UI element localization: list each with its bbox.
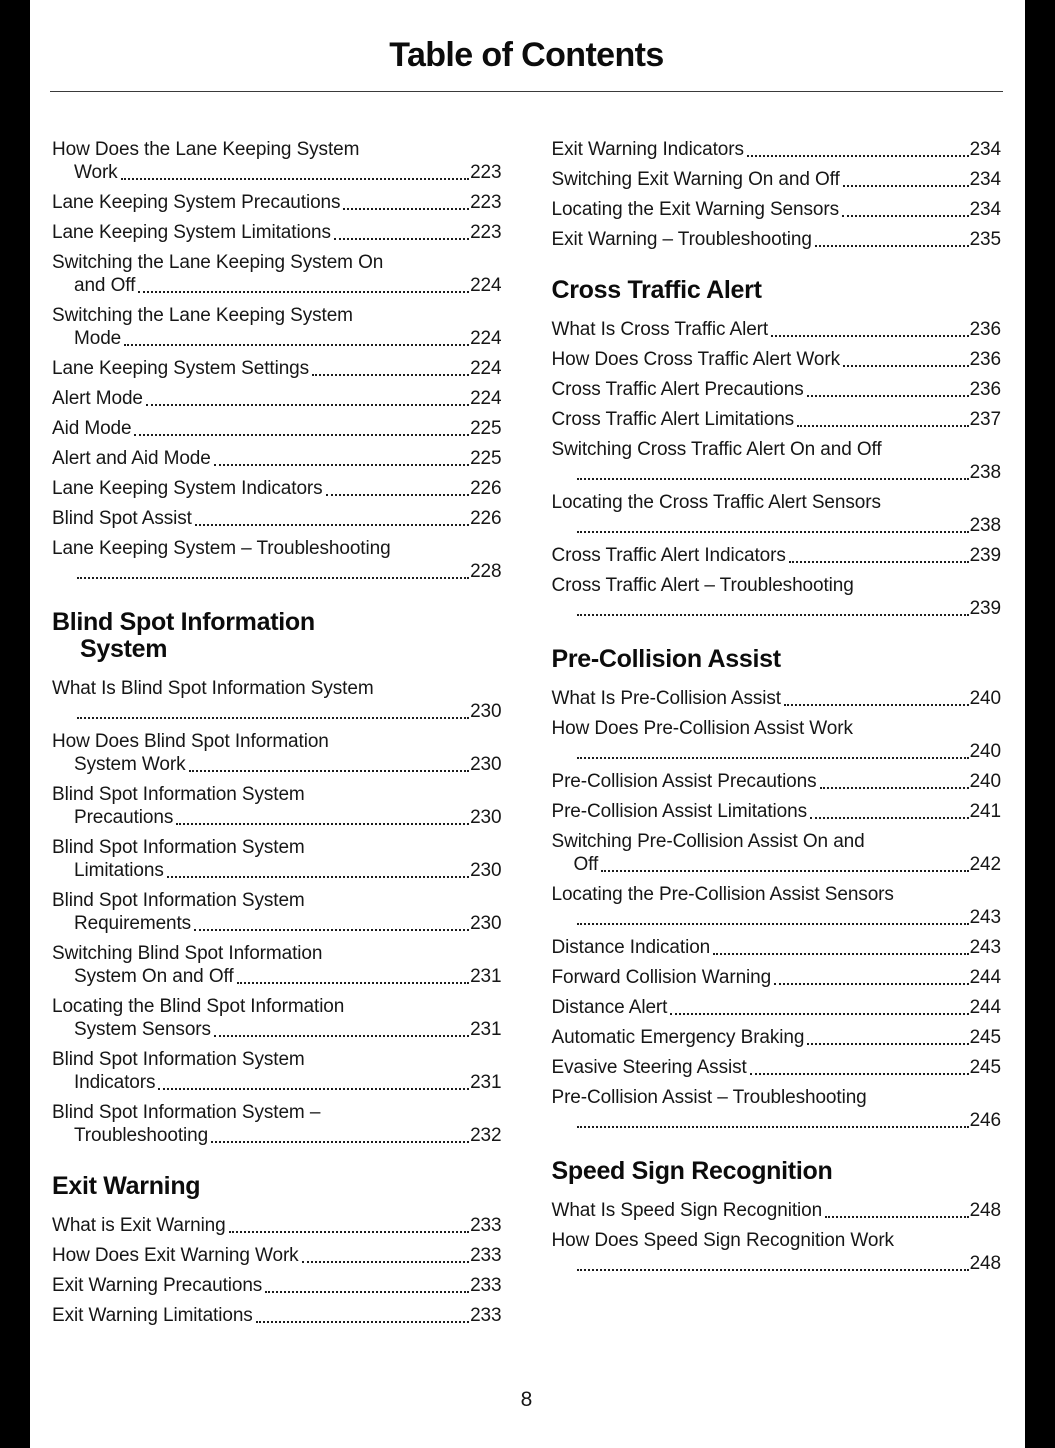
dot-leader: [256, 1321, 469, 1323]
toc-page-number: 230: [470, 807, 502, 828]
toc-entry: [52, 942, 502, 988]
toc-page-number: 224: [470, 388, 502, 409]
dot-leader: [577, 614, 969, 616]
toc-page-number: 232: [470, 1125, 502, 1146]
dot-leader: [214, 464, 469, 466]
toc-page-number: 241: [969, 801, 1001, 822]
toc-entry: [552, 318, 1002, 341]
toc-entry-label: Distance Indication: [551, 937, 711, 958]
toc-page-number: 240: [969, 741, 1001, 762]
toc-entry: [52, 507, 502, 530]
toc-entry-line: [52, 912, 502, 935]
dot-leader: [176, 823, 469, 825]
toc-entry-line: Locating the Pre-Collision Assist Sensors: [551, 884, 894, 905]
toc-page-number: 226: [470, 508, 502, 529]
toc-entry-line: Locating the Blind Spot Information: [52, 996, 345, 1017]
toc-entry-line: [52, 806, 502, 829]
toc-entry: [552, 770, 1002, 793]
toc-entry-line: Lane Keeping System – Troubleshooting: [52, 538, 391, 559]
page-border-right: [1025, 0, 1055, 1448]
dot-leader: [312, 374, 469, 376]
toc-entry-line: Blind Spot Information System: [52, 1049, 305, 1070]
toc-entry-line: Blind Spot Information System: [52, 784, 305, 805]
toc-entry: [552, 574, 1002, 620]
dot-leader: [577, 1126, 969, 1128]
dot-leader: [577, 1269, 969, 1271]
toc-entry-label: System Sensors: [74, 1019, 211, 1040]
toc-entry-line: [52, 1018, 502, 1041]
toc-entry-line: [552, 1109, 1002, 1132]
toc-entry: [52, 191, 502, 214]
toc-entry: [52, 677, 502, 723]
toc-entry-line: [552, 514, 1002, 537]
toc-column: [552, 138, 1002, 1282]
toc-entry-label: Cross Traffic Alert Limitations: [551, 409, 795, 430]
toc-entry: [552, 198, 1002, 221]
dot-leader: [211, 1141, 469, 1143]
toc-entry-label: Off: [573, 854, 599, 875]
dot-leader: [134, 434, 469, 436]
dot-leader: [784, 704, 969, 706]
toc-entry: [552, 1026, 1002, 1049]
toc-entry-line: [52, 753, 502, 776]
toc-entry-label: Work: [74, 162, 118, 183]
toc-entry-label: Lane Keeping System Precautions: [52, 192, 341, 213]
dot-leader: [789, 561, 969, 563]
toc-entry-line: How Does Speed Sign Recognition Work: [551, 1230, 894, 1251]
toc-entry-line: Blind Spot Information System: [52, 837, 305, 858]
toc-page-number: 223: [470, 222, 502, 243]
toc-entry: [552, 378, 1002, 401]
toc-entry-label: Lane Keeping System Limitations: [52, 222, 331, 243]
toc-entry: [552, 438, 1002, 484]
toc-entry: [52, 357, 502, 380]
toc-page-number: 231: [470, 1019, 502, 1040]
dot-leader: [77, 577, 469, 579]
toc-page-number: 248: [969, 1200, 1001, 1221]
toc-entry-line: [52, 700, 502, 723]
toc-entry-label: System On and Off: [74, 966, 234, 987]
toc-entry: [52, 1304, 502, 1327]
toc-page-number: 230: [470, 913, 502, 934]
toc-entry-line: [52, 1071, 502, 1094]
toc-entry-label: Exit Warning Indicators: [551, 139, 744, 160]
toc-entry-label: Exit Warning Limitations: [52, 1305, 253, 1326]
dot-leader: [158, 1088, 469, 1090]
toc-entry: [552, 830, 1002, 876]
dot-leader: [601, 870, 968, 872]
dot-leader: [843, 185, 969, 187]
toc-entry-line: Cross Traffic Alert – Troubleshooting: [551, 575, 854, 596]
section-heading: [552, 646, 1002, 673]
toc-page-number: 230: [470, 754, 502, 775]
dot-leader: [820, 787, 969, 789]
toc-entry-line: [552, 687, 1002, 710]
toc-page-number: 233: [470, 1275, 502, 1296]
toc-page-number: 242: [969, 854, 1001, 875]
toc-page-number: 223: [470, 192, 502, 213]
toc-entry-line: Blind Spot Information System –: [52, 1102, 321, 1123]
toc-entry: [52, 387, 502, 410]
dot-leader: [124, 344, 469, 346]
toc-entry-label: How Does Exit Warning Work: [52, 1245, 299, 1266]
toc-page-number: 243: [969, 907, 1001, 928]
toc-entry: [552, 544, 1002, 567]
toc-entry: [552, 687, 1002, 710]
toc-entry-line: Locating the Cross Traffic Alert Sensors: [551, 492, 881, 513]
toc-entry-line: [52, 1214, 502, 1237]
toc-entry-label: Distance Alert: [551, 997, 668, 1018]
toc-page-number: 231: [470, 1072, 502, 1093]
dot-leader: [797, 425, 969, 427]
dot-leader: [343, 208, 469, 210]
toc-page-number: 234: [969, 199, 1001, 220]
toc-entry: [552, 800, 1002, 823]
toc-entry-label: What is Exit Warning: [52, 1215, 226, 1236]
toc-entry-label: System Work: [74, 754, 186, 775]
toc-page-number: 240: [969, 771, 1001, 792]
dot-leader: [774, 983, 969, 985]
toc-entry: [552, 1056, 1002, 1079]
toc-page-number: 224: [470, 358, 502, 379]
toc-entry-label: Cross Traffic Alert Indicators: [551, 545, 786, 566]
dot-leader: [121, 178, 470, 180]
toc-entry-line: How Does the Lane Keeping System: [52, 139, 360, 160]
toc-entry: [52, 251, 502, 297]
toc-page-number: 243: [969, 937, 1001, 958]
dot-leader: [815, 245, 969, 247]
toc-entry-line: [52, 1124, 502, 1147]
toc-page-number: 240: [969, 688, 1001, 709]
toc-entry-line: Switching Pre-Collision Assist On and: [551, 831, 865, 852]
toc-entry: [52, 1214, 502, 1237]
toc-page-number: 228: [470, 561, 502, 582]
dot-leader: [194, 929, 469, 931]
toc-page-number: 239: [969, 545, 1001, 566]
toc-entry-line: [552, 853, 1002, 876]
toc-page-number: 230: [470, 860, 502, 881]
dot-leader: [189, 770, 470, 772]
toc-entry-line: [552, 461, 1002, 484]
toc-entry: [52, 138, 502, 184]
toc-entry-line: [52, 191, 502, 214]
toc-entry-line: [52, 477, 502, 500]
section-heading: [52, 609, 502, 663]
dot-leader: [146, 404, 469, 406]
toc-page-number: 234: [969, 139, 1001, 160]
toc-entry-label: Forward Collision Warning: [551, 967, 772, 988]
toc-entry: [552, 168, 1002, 191]
toc-page-number: 233: [470, 1305, 502, 1326]
toc-entry-line: [552, 1252, 1002, 1275]
toc-entry-line: [552, 168, 1002, 191]
title-divider: [50, 91, 1003, 92]
toc-entry: [52, 447, 502, 470]
toc-entry-label: Alert Mode: [52, 388, 143, 409]
toc-page-number: 224: [470, 328, 502, 349]
toc-entry-line: [52, 327, 502, 350]
dot-leader: [265, 1291, 469, 1293]
section-heading: [552, 277, 1002, 304]
toc-page-number: 235: [969, 229, 1001, 250]
toc-page-number: 230: [470, 701, 502, 722]
toc-entry-line: [552, 966, 1002, 989]
toc-entry: [552, 408, 1002, 431]
toc-entry-label: Pre-Collision Assist Precautions: [551, 771, 817, 792]
toc-entry-line: Pre-Collision Assist – Troubleshooting: [551, 1087, 867, 1108]
page-border-left: [0, 0, 30, 1448]
toc-entry: [52, 537, 502, 583]
footer-page-number: 8: [520, 1388, 533, 1411]
dot-leader: [750, 1073, 969, 1075]
toc-entry-line: [552, 996, 1002, 1019]
toc-column: [52, 138, 502, 1334]
toc-entry-label: Blind Spot Assist: [52, 508, 192, 529]
toc-page-number: 244: [969, 967, 1001, 988]
toc-page-number: 236: [969, 319, 1001, 340]
toc-page-number: 233: [470, 1215, 502, 1236]
toc-entry: [52, 221, 502, 244]
toc-entry: [552, 348, 1002, 371]
section-heading: [52, 1173, 502, 1200]
dot-leader: [214, 1035, 469, 1037]
toc-entry-label: Lane Keeping System Settings: [52, 358, 310, 379]
dot-leader: [577, 478, 969, 480]
toc-entry: [52, 477, 502, 500]
toc-entry-line: [552, 740, 1002, 763]
toc-entry: [52, 995, 502, 1041]
toc-entry-label: What Is Cross Traffic Alert: [551, 319, 769, 340]
toc-entry-line: How Does Pre-Collision Assist Work: [551, 718, 853, 739]
toc-entry-line: [52, 357, 502, 380]
toc-entry-label: Alert and Aid Mode: [52, 448, 211, 469]
dot-leader: [807, 1043, 968, 1045]
toc-entry-label: Requirements: [74, 913, 192, 934]
toc-entry-label: Limitations: [74, 860, 164, 881]
toc-page-number: 233: [470, 1245, 502, 1266]
toc-entry-label: Precautions: [74, 807, 174, 828]
toc-page-number: 238: [969, 462, 1001, 483]
dot-leader: [577, 757, 969, 759]
toc-entry: [552, 1199, 1002, 1222]
toc-entry-line: [552, 318, 1002, 341]
toc-entry: [52, 1101, 502, 1147]
toc-entry-line: Switching the Lane Keeping System On: [52, 252, 384, 273]
toc-page-number: 225: [470, 418, 502, 439]
toc-entry-line: [552, 198, 1002, 221]
toc-page-number: 224: [470, 275, 502, 296]
toc-entry: [52, 730, 502, 776]
dot-leader: [842, 215, 969, 217]
toc-entry: [552, 717, 1002, 763]
toc-entry-line: [52, 965, 502, 988]
toc-entry: [552, 138, 1002, 161]
dot-leader: [670, 1013, 968, 1015]
toc-entry-line: [552, 1199, 1002, 1222]
toc-entry-line: [552, 770, 1002, 793]
page-content: [30, 0, 1025, 1448]
toc-entry-line: [52, 560, 502, 583]
toc-entry-line: [52, 1304, 502, 1327]
toc-entry-line: Blind Spot Information System: [52, 890, 305, 911]
section-heading-line: Blind Spot Information: [52, 608, 315, 636]
toc-entry: [52, 889, 502, 935]
toc-entry: [552, 966, 1002, 989]
toc-page-number: 236: [969, 379, 1001, 400]
toc-entry: [552, 883, 1002, 929]
dot-leader: [771, 335, 969, 337]
toc-entry-label: Exit Warning – Troubleshooting: [551, 229, 812, 250]
toc-entry: [52, 783, 502, 829]
toc-entry-line: [552, 1056, 1002, 1079]
toc-entry-label: Mode: [74, 328, 122, 349]
toc-entry-line: [52, 387, 502, 410]
toc-page-number: 239: [969, 598, 1001, 619]
toc-entry-line: [552, 378, 1002, 401]
toc-entry-label: Automatic Emergency Braking: [551, 1027, 805, 1048]
toc-entry: [552, 1086, 1002, 1132]
dot-leader: [747, 155, 969, 157]
toc-entry-label: Aid Mode: [52, 418, 132, 439]
dot-leader: [195, 524, 469, 526]
toc-page-number: 223: [470, 162, 502, 183]
toc-page-number: 238: [969, 515, 1001, 536]
toc-entry-line: [52, 859, 502, 882]
toc-entry-line: [52, 274, 502, 297]
toc-entry-line: How Does Blind Spot Information: [52, 731, 329, 752]
section-heading-line: System: [80, 635, 168, 663]
toc-entry: [52, 1048, 502, 1094]
toc-entry-line: [52, 447, 502, 470]
dot-leader: [138, 291, 469, 293]
toc-entry-label: Switching Exit Warning On and Off: [551, 169, 840, 190]
toc-entry: [52, 836, 502, 882]
toc-page-number: 245: [969, 1057, 1001, 1078]
dot-leader: [577, 531, 969, 533]
toc-page-number: 244: [969, 997, 1001, 1018]
dot-leader: [77, 717, 469, 719]
toc-entry: [552, 228, 1002, 251]
toc-page-number: 246: [969, 1110, 1001, 1131]
toc-entry-line: Switching the Lane Keeping System: [52, 305, 353, 326]
toc-page-number: 248: [969, 1253, 1001, 1274]
toc-entry: [52, 417, 502, 440]
section-heading-line: Pre-Collision Assist: [551, 645, 781, 673]
toc-entry-line: [52, 417, 502, 440]
toc-entry-line: [552, 348, 1002, 371]
toc-entry: [52, 304, 502, 350]
toc-entry-line: [552, 544, 1002, 567]
toc-entry-label: Pre-Collision Assist Limitations: [551, 801, 807, 822]
section-heading: [552, 1158, 1002, 1185]
toc-entry-label: What Is Pre-Collision Assist: [551, 688, 781, 709]
toc-entry-line: [552, 1026, 1002, 1049]
toc-entry-line: [52, 507, 502, 530]
dot-leader: [825, 1216, 969, 1218]
dot-leader: [810, 817, 969, 819]
toc-entry-line: [52, 161, 502, 184]
toc-entry-label: Evasive Steering Assist: [551, 1057, 747, 1078]
toc-entry: [552, 996, 1002, 1019]
dot-leader: [237, 982, 470, 984]
toc-entry-line: [552, 597, 1002, 620]
toc-page-number: 237: [969, 409, 1001, 430]
dot-leader: [229, 1231, 469, 1233]
toc-entry-line: [552, 936, 1002, 959]
toc-page-number: 231: [470, 966, 502, 987]
section-heading-line: Speed Sign Recognition: [551, 1157, 833, 1185]
toc-entry-line: [52, 1244, 502, 1267]
toc-entry-label: and Off: [74, 275, 136, 296]
toc-columns: [44, 138, 1009, 1334]
dot-leader: [167, 876, 469, 878]
toc-entry-label: Cross Traffic Alert Precautions: [551, 379, 804, 400]
toc-entry-line: [552, 800, 1002, 823]
toc-entry: [52, 1274, 502, 1297]
toc-entry-label: Locating the Exit Warning Sensors: [551, 199, 839, 220]
toc-entry-label: Troubleshooting: [74, 1125, 209, 1146]
section-heading-line: Exit Warning: [52, 1172, 201, 1200]
dot-leader: [807, 395, 969, 397]
dot-leader: [713, 953, 968, 955]
dot-leader: [326, 494, 470, 496]
toc-entry-label: Indicators: [74, 1072, 156, 1093]
toc-entry-line: What Is Blind Spot Information System: [52, 678, 374, 699]
toc-entry-line: [52, 221, 502, 244]
toc-entry: [552, 1229, 1002, 1275]
toc-entry: [552, 936, 1002, 959]
dot-leader: [302, 1261, 470, 1263]
toc-page-number: 245: [969, 1027, 1001, 1048]
toc-entry: [552, 491, 1002, 537]
toc-page-number: 234: [969, 169, 1001, 190]
page-title: Table of Contents: [389, 36, 664, 74]
dot-leader: [334, 238, 469, 240]
section-heading-line: Cross Traffic Alert: [551, 276, 762, 304]
toc-page-number: 225: [470, 448, 502, 469]
toc-entry-line: [552, 408, 1002, 431]
toc-entry-label: How Does Cross Traffic Alert Work: [551, 349, 840, 370]
toc-entry-line: [552, 138, 1002, 161]
toc-page-number: 236: [969, 349, 1001, 370]
toc-entry-line: [552, 906, 1002, 929]
toc-entry-label: Lane Keeping System Indicators: [52, 478, 323, 499]
dot-leader: [843, 365, 969, 367]
dot-leader: [577, 923, 969, 925]
toc-entry-line: Switching Cross Traffic Alert On and Off: [551, 439, 882, 460]
toc-entry-label: What Is Speed Sign Recognition: [551, 1200, 823, 1221]
toc-entry-label: Exit Warning Precautions: [52, 1275, 263, 1296]
toc-entry-line: [552, 228, 1002, 251]
toc-entry-line: [52, 1274, 502, 1297]
toc-entry: [52, 1244, 502, 1267]
toc-page-number: 226: [470, 478, 502, 499]
toc-entry-line: Switching Blind Spot Information: [52, 943, 323, 964]
